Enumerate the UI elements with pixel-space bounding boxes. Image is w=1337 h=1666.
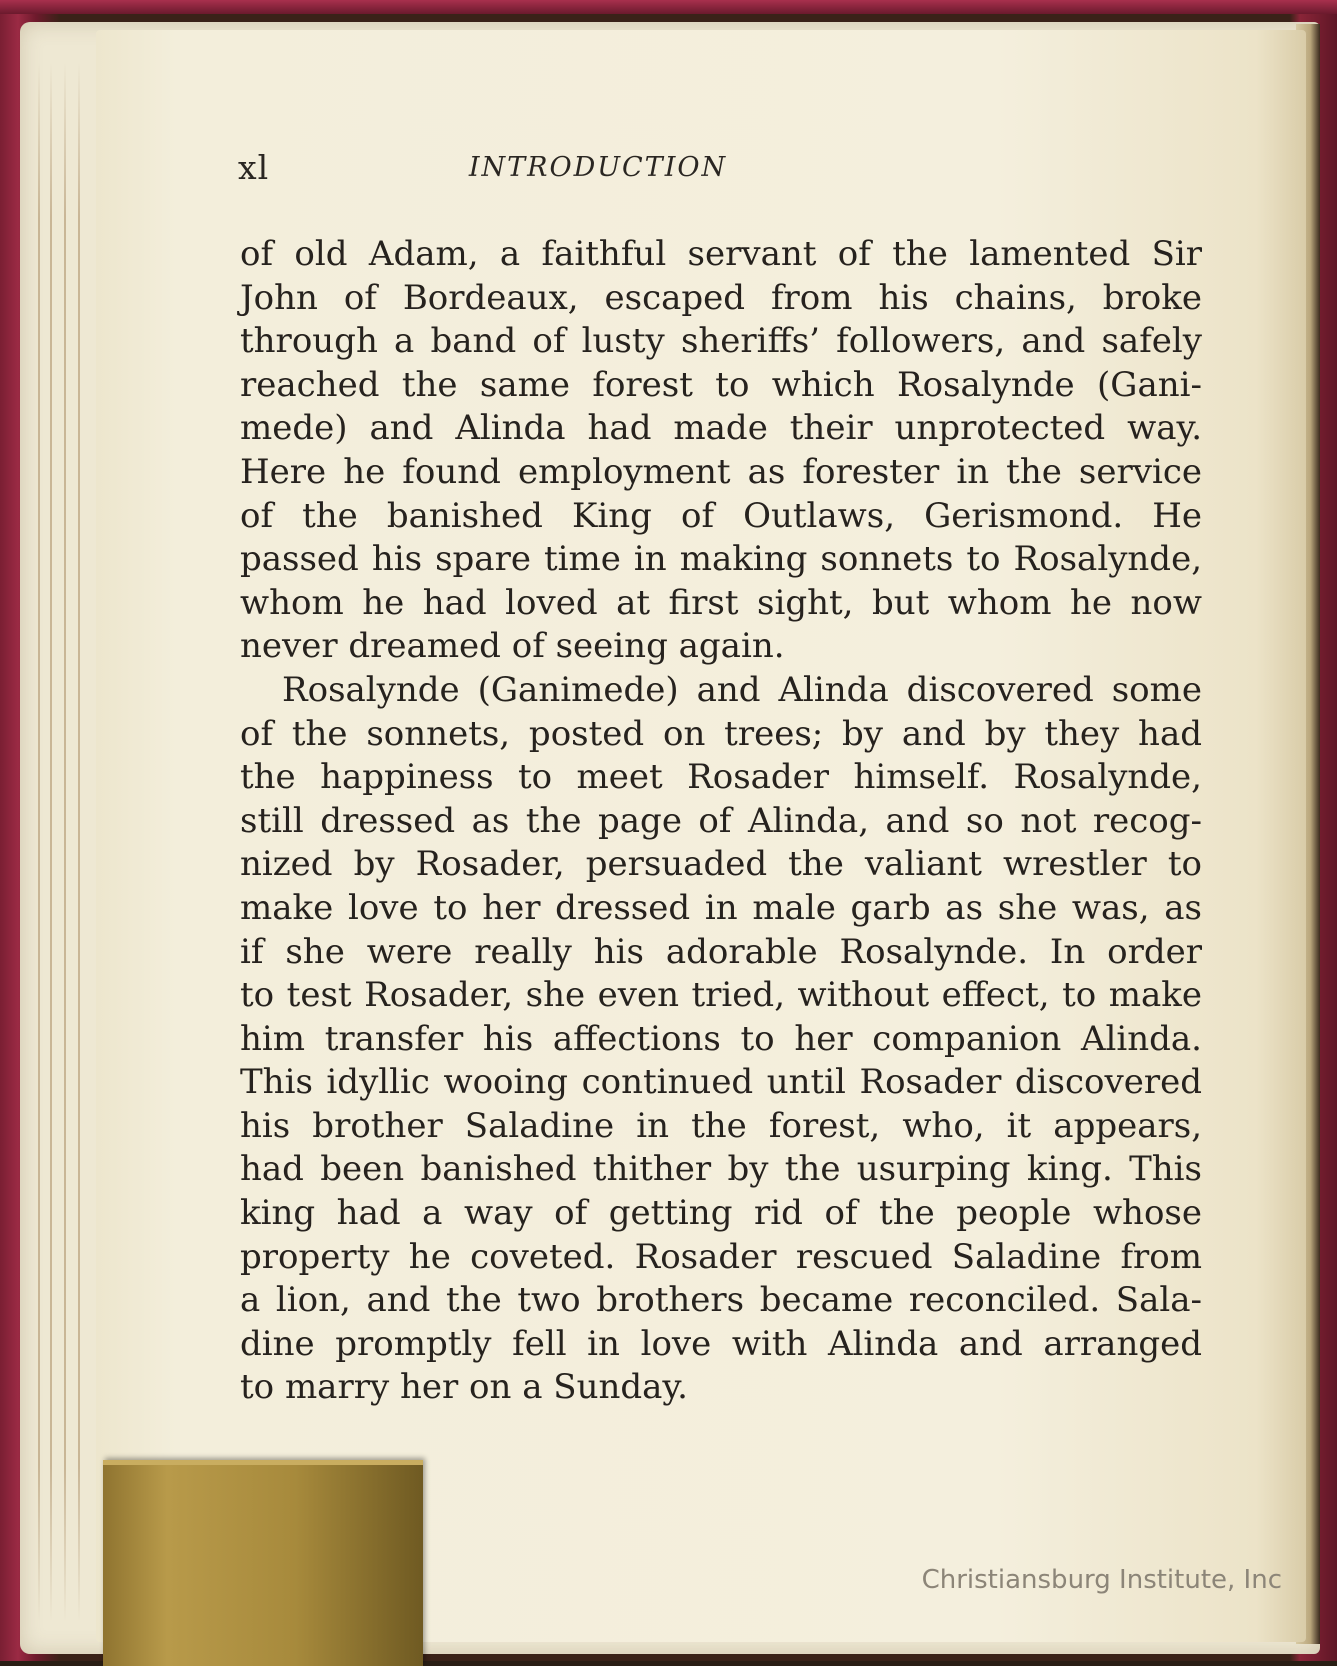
text-line: passed his spare time in making sonnets to Rosalynde, <box>240 539 1202 580</box>
page-edge-line <box>78 62 80 1622</box>
page-edge-line <box>64 62 66 1622</box>
page-number: xl <box>238 148 270 187</box>
text-line: king had a way of getting rid of the people whose <box>240 1193 1202 1234</box>
text-line: to test Rosader, she even tried, without effect, to make <box>240 975 1202 1016</box>
bookmark-ribbon <box>103 1460 423 1666</box>
text-line: of old Adam, a faithful servant of the lamented Sir <box>240 234 1202 274</box>
text-line: whom he had loved at first sight, but whom he now <box>240 582 1202 623</box>
text-line: reached the same forest to which Rosalynde (Gani- <box>240 364 1202 405</box>
text-line: of the banished King of Outlaws, Gerismond. He <box>240 495 1202 536</box>
text-line: dine promptly fell in love with Alinda and arranged <box>240 1323 1202 1364</box>
text-line: his brother Saladine in the forest, who, it appears, <box>240 1105 1202 1146</box>
text-line: make love to her dressed in male garb as she was, as <box>240 887 1202 928</box>
body-text <box>240 233 1202 1410</box>
text-line: nized by Rosader, persuaded the valiant wrestler to <box>240 844 1202 885</box>
text-line: Here he found employment as forester in the service <box>240 451 1202 492</box>
page-edge-line <box>50 62 52 1622</box>
text-line: mede) and Alinda had made their unprotected way. <box>240 408 1202 449</box>
text-line: This idyllic wooing continued until Rosader discovered <box>240 1062 1202 1103</box>
text-line: of the sonnets, posted on trees; by and by they had <box>240 713 1202 754</box>
watermark: Christiansburg Institute, Inc <box>921 1565 1282 1595</box>
text-line: a lion, and the two brothers became reconciled. Sala- <box>240 1280 1202 1321</box>
text-line: never dreamed of seeing again. <box>240 626 785 667</box>
text-line: John of Bordeaux, escaped from his chains, broke <box>240 277 1202 318</box>
text-line: if she were really his adorable Rosalynde. In order <box>240 931 1202 972</box>
text-line: him transfer his affections to her companion Alinda. <box>240 1018 1202 1059</box>
text-line: had been banished thither by the usurping king. This <box>240 1149 1202 1190</box>
page-edge-line <box>38 62 40 1622</box>
cover-top-edge <box>0 0 1337 14</box>
text-line: the happiness to meet Rosader himself. Rosalynde, <box>240 757 1202 798</box>
text-line: through a band of lusty sheriffs’ followers, and safely <box>240 321 1202 362</box>
running-head <box>238 148 1198 196</box>
text-line: to marry her on a Sunday. <box>240 1367 688 1408</box>
text-line: still dressed as the page of Alinda, and so not recog- <box>240 800 1202 841</box>
paragraph-start-line: Rosalynde (Ganimede) and Alinda discovered some <box>282 669 1202 710</box>
section-title: INTRODUCTION <box>468 152 728 183</box>
text-line: property he coveted. Rosader rescued Saladine from <box>240 1236 1202 1277</box>
